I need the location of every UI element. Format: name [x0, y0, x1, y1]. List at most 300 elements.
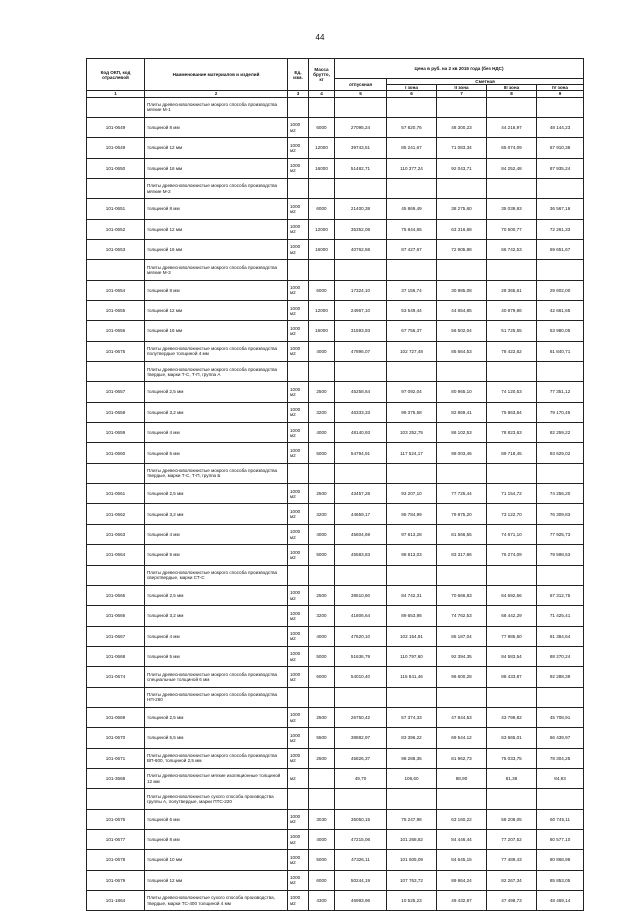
empty-cell	[487, 687, 537, 707]
group-title: Плиты древесноволокнистые мокрого способа производства сверхтвердые, марки СТ-С	[145, 565, 288, 585]
mass-cell: 6000	[309, 117, 335, 137]
mass-cell: 2500	[309, 707, 335, 727]
price-zone2: 79 875,20	[437, 504, 487, 524]
price-zone2: 88,90	[437, 768, 487, 788]
unit-cell: 1000 м2	[288, 484, 309, 504]
unit-cell: 1000 м2	[288, 280, 309, 300]
price-zone3: 78 422,62	[487, 341, 537, 361]
price-zone4: 67 312,75	[537, 585, 584, 605]
name-cell: Плиты древесноволокнистые мокрого способа производства полутвердые толщиной 4 мм	[145, 341, 288, 361]
mass-cell: 3200	[309, 606, 335, 626]
price-zone3: 58 208,05	[487, 809, 537, 829]
empty-cell	[387, 687, 437, 707]
header-zone1: I зона	[387, 85, 437, 91]
price-zone2: 81 962,73	[437, 748, 487, 768]
empty-cell	[387, 565, 437, 585]
name-cell: толщиной 16 мм	[145, 321, 288, 341]
code-cell: 101-0677	[87, 829, 145, 849]
price-otpusknaya: 46993,96	[335, 891, 387, 911]
code-cell: 101-0653	[87, 240, 145, 260]
price-otpusknaya: 39743,51	[335, 138, 387, 158]
price-zone2: 85 187,04	[437, 626, 487, 646]
table-row	[87, 707, 584, 727]
empty-cell	[437, 565, 487, 585]
name-cell: толщиной 12 мм	[145, 138, 288, 158]
code-cell: 101-0674	[87, 667, 145, 687]
unit-cell: 1000 м2	[288, 626, 309, 646]
code-cell: 101-0669	[87, 707, 145, 727]
code-cell	[87, 789, 145, 809]
empty-cell	[335, 789, 387, 809]
empty-cell	[487, 463, 537, 483]
group-title: Плиты древесноволокнистые мокрого способа производства НП-260	[145, 687, 288, 707]
price-zone4: 81 840,71	[537, 341, 584, 361]
price-zone2: 83 317,86	[437, 545, 487, 565]
price-zone1: 57 820,76	[387, 117, 437, 137]
unit-cell: 1000 м2	[288, 158, 309, 178]
empty-cell	[487, 565, 537, 585]
price-otpusknaya: 48140,93	[335, 423, 387, 443]
empty-cell	[309, 463, 335, 483]
column-number: 8	[487, 91, 537, 97]
column-number: 6	[387, 91, 437, 97]
empty-cell	[288, 178, 309, 198]
empty-cell	[487, 362, 537, 382]
unit-cell: 1000 м2	[288, 443, 309, 463]
mass-cell: 12000	[309, 219, 335, 239]
price-zone1: 89 653,98	[387, 606, 437, 626]
price-zone3: 43 799,82	[487, 707, 537, 727]
unit-cell: м2	[288, 768, 309, 788]
price-zone2: 69 544,12	[437, 728, 487, 748]
price-zone3: 44 216,97	[487, 117, 537, 137]
code-cell: 101-0675	[87, 341, 145, 361]
price-zone4: 81 384,64	[537, 626, 584, 646]
table-row	[87, 504, 584, 524]
name-cell: Плиты древесноволокнистые мокрого способа производства ВП-600, толщиной 2,5 мм	[145, 748, 288, 768]
price-zone4: 74 256,20	[537, 484, 584, 504]
price-zone3: 51 725,55	[487, 321, 537, 341]
table-row	[87, 524, 584, 544]
empty-cell	[537, 687, 584, 707]
unit-cell: 1000 м2	[288, 829, 309, 849]
price-otpusknaya: 54794,91	[335, 443, 387, 463]
name-cell: толщиной 12 мм	[145, 219, 288, 239]
code-cell: 101-0651	[87, 199, 145, 219]
header-otpusknaya: отпускная	[335, 79, 387, 91]
table-row	[87, 891, 584, 911]
unit-cell: 1000 м2	[288, 850, 309, 870]
code-cell: 101-0661	[87, 484, 145, 504]
group-row	[87, 565, 584, 585]
price-zone1: 102 154,91	[387, 626, 437, 646]
table-row	[87, 321, 584, 341]
price-zone4: 80 577,10	[537, 829, 584, 849]
code-cell: 101-0655	[87, 301, 145, 321]
price-zone4: 60 745,11	[537, 809, 584, 829]
unit-cell: 1000 м2	[288, 504, 309, 524]
price-zone1: 67 756,37	[387, 321, 437, 341]
price-otpusknaya: 27095,24	[335, 117, 387, 137]
price-zone3: 84 252,48	[487, 158, 537, 178]
price-zone2: 80 965,10	[437, 382, 487, 402]
price-otpusknaya: 51482,71	[335, 158, 387, 178]
price-zone3: 71 154,72	[487, 484, 537, 504]
page-number: 44	[315, 33, 325, 42]
price-zone1: 98 288,35	[387, 748, 437, 768]
code-cell	[87, 362, 145, 382]
name-cell: Плиты древесноволокнистые сухого способа производства, твердые, марки ТС-400 толщиной 4 мм	[145, 891, 288, 911]
price-zone3: 28 365,61	[487, 280, 537, 300]
empty-cell	[288, 463, 309, 483]
price-zone1: 107 763,72	[387, 870, 437, 890]
price-zone3: 77 985,50	[487, 626, 537, 646]
price-zone4: 77 351,12	[537, 382, 584, 402]
group-title: Плиты древесноволокнистые мокрого способа производства твердые, марки Т-С, Т-П, группа Б	[145, 463, 288, 483]
price-zone2: 71 083,34	[437, 138, 487, 158]
empty-cell	[437, 687, 487, 707]
price-zone4: 48 144,23	[537, 117, 584, 137]
name-cell: толщиной 2,5 мм	[145, 382, 288, 402]
name-cell: толщиной 3,2 мм	[145, 402, 288, 422]
table-row	[87, 667, 584, 687]
price-zone1: 97 813,28	[387, 524, 437, 544]
group-title: Плиты древесноволокнистые мокрого способа производства твердые, марки Т-С, Т-П, группа А	[145, 362, 288, 382]
empty-cell	[537, 463, 584, 483]
code-cell: 101-0670	[87, 728, 145, 748]
unit-cell: 1000 м2	[288, 219, 309, 239]
unit-cell: 1000 м2	[288, 870, 309, 890]
table-row	[87, 402, 584, 422]
unit-cell: 1000 м2	[288, 199, 309, 219]
price-zone1: 75 247,98	[387, 809, 437, 829]
empty-cell	[335, 565, 387, 585]
price-otpusknaya: 38882,97	[335, 728, 387, 748]
empty-cell	[537, 362, 584, 382]
price-zone1: 57 374,33	[387, 707, 437, 727]
code-cell	[87, 97, 145, 117]
unit-cell: 1000 м2	[288, 646, 309, 666]
code-cell: 101-0658	[87, 402, 145, 422]
price-zone4: 88 270,24	[537, 646, 584, 666]
code-cell: 101-0660	[87, 443, 145, 463]
price-zone1: 97 092,04	[387, 382, 437, 402]
table-row	[87, 219, 584, 239]
code-cell: 101-0650	[87, 158, 145, 178]
price-zone3: 35 039,93	[487, 199, 537, 219]
column-number: 7	[437, 91, 487, 97]
mass-cell: 6000	[309, 280, 335, 300]
price-otpusknaya: 47215,06	[335, 829, 387, 849]
unit-cell: 1000 м2	[288, 321, 309, 341]
price-zone3: 64 692,66	[487, 585, 537, 605]
name-cell: толщиной 16 мм	[145, 240, 288, 260]
code-cell: 101-0654	[87, 280, 145, 300]
price-zone2: 82 869,41	[437, 402, 487, 422]
empty-cell	[309, 362, 335, 382]
unit-cell: 1000 м2	[288, 240, 309, 260]
column-number: 4	[309, 91, 335, 97]
empty-cell	[288, 789, 309, 809]
unit-cell: 1000 м2	[288, 891, 309, 911]
price-zone2: 81 566,55	[437, 524, 487, 544]
table-row	[87, 138, 584, 158]
price-zone3: 65 074,09	[487, 138, 537, 158]
mass-cell: 2500	[309, 382, 335, 402]
header-zone3: III зона	[487, 85, 537, 91]
empty-cell	[387, 789, 437, 809]
name-cell: Плиты древесноволокнистые мокрого способа производства специальные толщиной 6 мм	[145, 667, 288, 687]
price-zone4: 77 925,73	[537, 524, 584, 544]
price-zone4: 72 261,33	[537, 219, 584, 239]
unit-cell: 1000 м2	[288, 728, 309, 748]
price-zone4: 71 425,41	[537, 606, 584, 626]
price-zone1: 101 505,09	[387, 850, 437, 870]
price-zone4: 48 469,14	[537, 891, 584, 911]
price-otpusknaya: 45826,37	[335, 748, 387, 768]
price-zone3: 73 122,70	[487, 504, 537, 524]
mass-cell: 3200	[309, 402, 335, 422]
mass-cell: 3200	[309, 504, 335, 524]
empty-cell	[537, 97, 584, 117]
price-zone4: 82 259,22	[537, 423, 584, 443]
price-zone1: 84 742,31	[387, 585, 437, 605]
empty-cell	[335, 463, 387, 483]
header-code: Код ОКП, код отраслевой	[87, 59, 145, 91]
price-zone3: 74 671,10	[487, 524, 537, 544]
mass-cell: 4300	[309, 891, 335, 911]
price-zone1: 93 207,10	[387, 484, 437, 504]
group-title: Плиты древесноволокнистые мокрого способа производства мягкие М-3	[145, 260, 288, 280]
price-zone2: 47 844,53	[437, 707, 487, 727]
price-zone4: 69 651,67	[537, 240, 584, 260]
table-row	[87, 768, 584, 788]
price-zone2: 48 300,23	[437, 117, 487, 137]
name-cell: толщиной 16 мм	[145, 158, 288, 178]
column-number: 2	[145, 91, 288, 97]
empty-cell	[309, 789, 335, 809]
price-otpusknaya: 44659,17	[335, 504, 387, 524]
price-otpusknaya: 35352,08	[335, 219, 387, 239]
code-cell	[87, 565, 145, 585]
price-zone4: 85 853,05	[537, 870, 584, 890]
empty-cell	[335, 260, 387, 280]
name-cell: толщиной 8 мм	[145, 829, 288, 849]
code-cell: 101-1864	[87, 891, 145, 911]
empty-cell	[387, 260, 437, 280]
table-row	[87, 117, 584, 137]
price-zone1: 110 797,60	[387, 646, 437, 666]
price-otpusknaya: 26750,42	[335, 707, 387, 727]
price-zone3: 74 120,53	[487, 382, 537, 402]
name-cell: толщиной 8 мм	[145, 280, 288, 300]
mass-cell: 16000	[309, 240, 335, 260]
price-zone1: 103 252,75	[387, 423, 437, 443]
price-zone1: 110 377,24	[387, 158, 437, 178]
group-row	[87, 463, 584, 483]
code-cell: 101-0679	[87, 870, 145, 890]
empty-cell	[288, 260, 309, 280]
name-cell: толщиной 6 мм	[145, 809, 288, 829]
mass-cell: 12000	[309, 138, 335, 158]
name-cell: толщиной 10 мм	[145, 850, 288, 870]
unit-cell: 1000 м2	[288, 341, 309, 361]
table-row	[87, 870, 584, 890]
empty-cell	[537, 260, 584, 280]
group-title: Плиты древесноволокнистые сухого способа производства группы А, полутвердые, марки ПТС-220	[145, 789, 288, 809]
table-row	[87, 341, 584, 361]
name-cell: толщиной 4 мм	[145, 626, 288, 646]
price-zone1: 45 869,49	[387, 199, 437, 219]
price-zone3: 84 583,54	[487, 646, 537, 666]
empty-cell	[437, 97, 487, 117]
price-zone2: 63 160,22	[437, 809, 487, 829]
price-zone4: 93 629,02	[537, 443, 584, 463]
empty-cell	[437, 178, 487, 198]
mass-cell: 12000	[309, 301, 335, 321]
code-cell: 101-3668	[87, 768, 145, 788]
name-cell: толщиной 12 мм	[145, 301, 288, 321]
price-zone2: 98 003,46	[437, 443, 487, 463]
price-zone2: 86 102,53	[437, 423, 487, 443]
price-zone1: 101 268,82	[387, 829, 437, 849]
empty-cell	[288, 565, 309, 585]
code-cell: 101-0649	[87, 117, 145, 137]
code-cell: 101-0652	[87, 219, 145, 239]
price-zone2: 38 275,60	[437, 199, 487, 219]
mass-cell: 5000	[309, 646, 335, 666]
price-zone1: 10 525,23	[387, 891, 437, 911]
header-mass: Масса брутто, кг	[309, 59, 335, 91]
price-zone3: 78 823,63	[487, 423, 537, 443]
price-zone3: 89 718,45	[487, 443, 537, 463]
column-number: 1	[87, 91, 145, 97]
price-zone1: 98 813,03	[387, 545, 437, 565]
price-otpusknaya: 17324,10	[335, 280, 387, 300]
price-zone2: 70 666,83	[437, 585, 487, 605]
name-cell: толщиной 5 мм	[145, 545, 288, 565]
empty-cell	[387, 463, 437, 483]
price-otpusknaya: 35050,15	[335, 809, 387, 829]
price-zone2: 84 446,44	[437, 829, 487, 849]
price-zone3: 40 879,86	[487, 301, 537, 321]
empty-cell	[288, 362, 309, 382]
group-row	[87, 260, 584, 280]
code-cell	[87, 260, 145, 280]
unit-cell: 1000 м2	[288, 748, 309, 768]
empty-cell	[335, 362, 387, 382]
name-cell: Плиты древесноволокнистые мягкие изоляционные толщиной 12 мм	[145, 768, 288, 788]
mass-cell: 4000	[309, 829, 335, 849]
empty-cell	[437, 362, 487, 382]
header-name: Наименование материалов и изделий	[145, 59, 288, 91]
group-row	[87, 687, 584, 707]
price-zone2: 63 316,68	[437, 219, 487, 239]
price-otpusknaya: 54010,40	[335, 667, 387, 687]
price-zone1: 117 524,17	[387, 443, 437, 463]
code-cell: 101-0676	[87, 809, 145, 829]
header-smetnaya: Сметная	[387, 79, 584, 85]
price-zone2: 92 043,71	[437, 158, 487, 178]
table-row	[87, 829, 584, 849]
price-zone1: 87 427,67	[387, 240, 437, 260]
unit-cell: 1000 м2	[288, 524, 309, 544]
mass-cell: 5000	[309, 545, 335, 565]
name-cell: толщиной 5 мм	[145, 443, 288, 463]
name-cell: толщиной 2,5 мм	[145, 484, 288, 504]
price-zone3: 75 033,75	[487, 748, 537, 768]
empty-cell	[487, 260, 537, 280]
table-row	[87, 423, 584, 443]
price-zone4: 78 304,25	[537, 748, 584, 768]
price-zone1: 115 841,46	[387, 667, 437, 687]
code-cell	[87, 687, 145, 707]
group-title: Плиты древесноволокнистые мокрого способа производства мягкие М-1	[145, 97, 288, 117]
price-zone4: 29 602,00	[537, 280, 584, 300]
code-cell: 101-0664	[87, 545, 145, 565]
empty-cell	[309, 687, 335, 707]
empty-cell	[487, 97, 537, 117]
mass-cell: 16000	[309, 321, 335, 341]
unit-cell: 1000 м2	[288, 301, 309, 321]
column-number: 5	[335, 91, 387, 97]
empty-cell	[309, 260, 335, 280]
price-zone3: 77 489,43	[487, 850, 537, 870]
price-otpusknaya: 47326,11	[335, 850, 387, 870]
name-cell: толщиной 8 мм	[145, 117, 288, 137]
mass-cell: 2500	[309, 748, 335, 768]
mass-cell: 6000	[309, 199, 335, 219]
code-cell	[87, 178, 145, 198]
mass-cell: 2500	[309, 484, 335, 504]
unit-cell: 1000 м2	[288, 138, 309, 158]
code-cell: 101-0663	[87, 524, 145, 544]
code-cell: 101-0665	[87, 585, 145, 605]
price-otpusknaya: 41806,64	[335, 606, 387, 626]
price-zone2: 77 725,44	[437, 484, 487, 504]
empty-cell	[309, 97, 335, 117]
unit-cell: 1000 м2	[288, 707, 309, 727]
header-zone4: IV зона	[537, 85, 584, 91]
table-body	[87, 97, 584, 911]
mass-cell: 5500	[309, 728, 335, 748]
name-cell: толщиной 5,5 мм	[145, 728, 288, 748]
price-zone3: 66 742,53	[487, 240, 537, 260]
unit-cell: 1000 м2	[288, 423, 309, 443]
price-zone3: 81,38	[487, 768, 537, 788]
price-otpusknaya: 43457,28	[335, 484, 387, 504]
price-zone4: 79 170,45	[537, 402, 584, 422]
price-zone4: 42 661,65	[537, 301, 584, 321]
price-zone4: 76 309,83	[537, 504, 584, 524]
price-otpusknaya: 50244,19	[335, 870, 387, 890]
price-otpusknaya: 39510,60	[335, 585, 387, 605]
group-row	[87, 178, 584, 198]
unit-cell: 1000 м2	[288, 809, 309, 829]
empty-cell	[387, 178, 437, 198]
price-zone3: 75 863,84	[487, 402, 537, 422]
empty-cell	[309, 565, 335, 585]
price-zone2: 72 905,88	[437, 240, 487, 260]
table-row	[87, 626, 584, 646]
empty-cell	[288, 687, 309, 707]
price-zone1: 102 727,48	[387, 341, 437, 361]
empty-cell	[487, 789, 537, 809]
table-row	[87, 199, 584, 219]
price-otpusknaya: 45583,83	[335, 545, 387, 565]
price-zone4: 53 980,05	[537, 321, 584, 341]
price-otpusknaya: 31593,93	[335, 321, 387, 341]
